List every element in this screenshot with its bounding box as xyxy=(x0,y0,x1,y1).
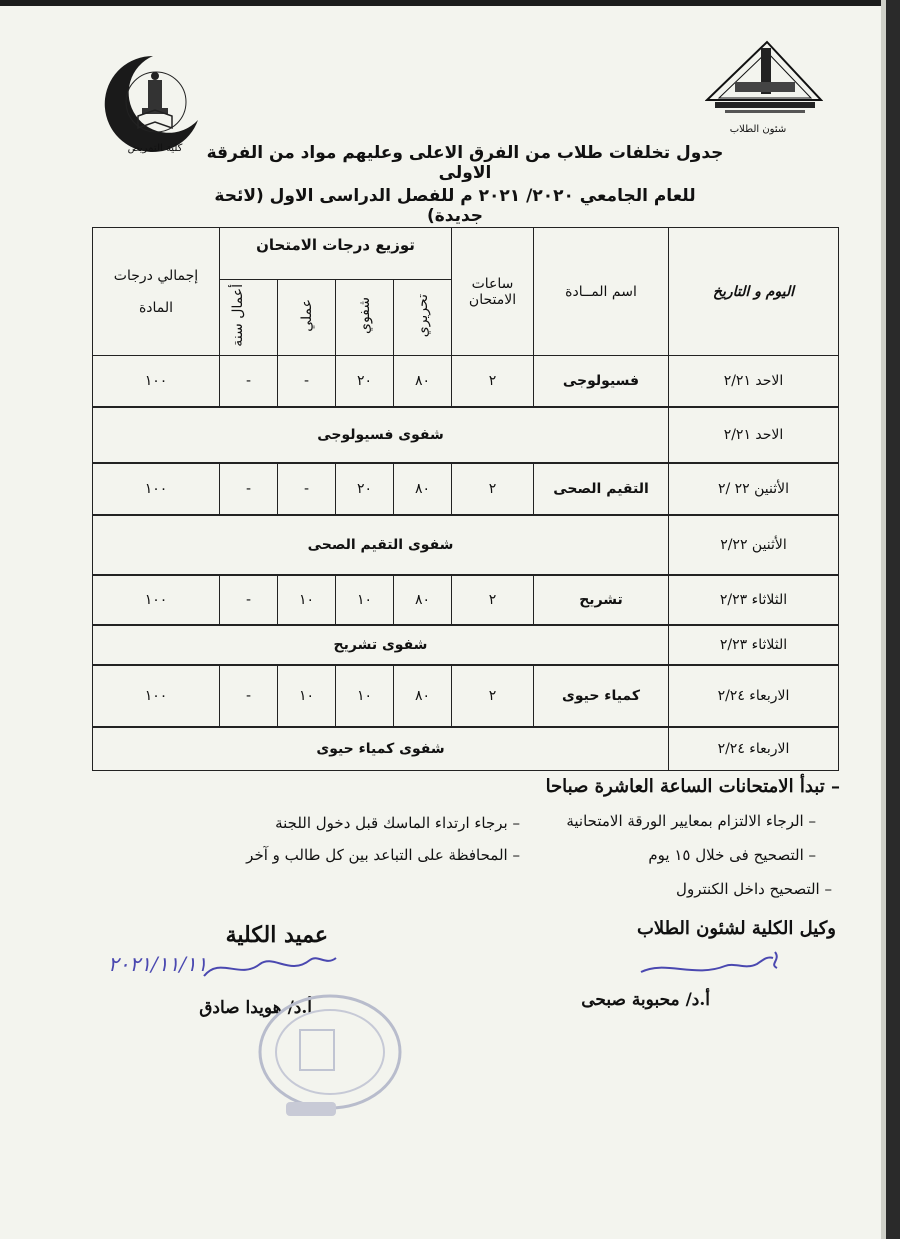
row-oral-exam: شفوى فسيولوجى xyxy=(93,408,669,463)
table-row-oral xyxy=(92,727,839,771)
row-year-work: - xyxy=(220,464,278,515)
header-practical: عملي xyxy=(278,280,336,356)
header-year-work: أعمال سنة xyxy=(220,280,278,356)
benha-university-logo xyxy=(705,38,823,118)
note-distancing: – المحافظة على التباعد بين كل طالب و آخر xyxy=(246,846,520,864)
row-day: الثلاثاء ٢/٢٣ xyxy=(669,626,839,665)
row-year-work: - xyxy=(220,576,278,625)
row-hours: ٢ xyxy=(452,576,534,625)
scan-top-edge xyxy=(0,0,900,6)
row-oral: ٢٠ xyxy=(336,356,394,407)
row-year-work: - xyxy=(220,666,278,727)
table-row-oral xyxy=(92,625,839,665)
table-row xyxy=(92,355,839,407)
table-row xyxy=(92,575,839,625)
header-grade-distribution: توزيع درجات الامتحان xyxy=(220,228,452,280)
row-hours: ٢ xyxy=(452,464,534,515)
table-row-oral xyxy=(92,407,839,463)
dean-signature xyxy=(200,950,340,984)
dean-title: عميد الكلية xyxy=(225,922,328,948)
row-hours: ٢ xyxy=(452,666,534,727)
row-oral-exam: شفوى التقيم الصحى xyxy=(93,516,669,575)
row-day: الأثنين ٢/٢٢ xyxy=(669,516,839,575)
row-oral-exam: شفوى تشريح xyxy=(93,626,669,665)
row-written: ٨٠ xyxy=(394,666,452,727)
table-row xyxy=(92,463,839,515)
dean-name: أ.د/ هويدا صادق xyxy=(199,998,312,1018)
header-subject-name: اسم المــادة xyxy=(534,228,669,356)
note-correction-time: – التصحيح فى خلال ١٥ يوم xyxy=(648,846,816,864)
note-mask: – برجاء ارتداء الماسك قبل دخول اللجنة xyxy=(275,814,520,832)
row-oral: ٢٠ xyxy=(336,464,394,515)
row-total: ١٠٠ xyxy=(93,356,220,407)
row-day: الأثنين ٢٢ /٢ xyxy=(669,464,839,515)
row-written: ٨٠ xyxy=(394,356,452,407)
row-day: الاربعاء ٢/٢٤ xyxy=(669,728,839,771)
row-oral: ١٠ xyxy=(336,666,394,727)
handwritten-date: ٢٠٢١/١١/١١ xyxy=(108,952,208,976)
row-year-work: - xyxy=(220,356,278,407)
vice-dean-name: أ.د/ محبوبة صبحى xyxy=(581,990,710,1010)
vice-dean-title: وكيل الكلية لشئون الطلاب xyxy=(636,918,836,939)
row-day: الثلاثاء ٢/٢٣ xyxy=(669,576,839,625)
row-oral-exam: شفوى كمياء حيوى xyxy=(93,728,669,771)
row-practical: - xyxy=(278,356,336,407)
header-written: تحريري xyxy=(394,280,452,356)
vice-dean-signature xyxy=(635,950,785,982)
document-subtitle: للعام الجامعي ٢٠٢٠/ ٢٠٢١ م للفصل الدراسى الاول (لائحة جديدة) xyxy=(214,186,696,226)
header-oral: شفوي xyxy=(336,280,394,356)
row-day: الاربعاء ٢/٢٤ xyxy=(669,666,839,727)
faculty-stamp xyxy=(240,990,420,1120)
header-exam-hours: ساعات الامتحان xyxy=(452,228,534,356)
row-total: ١٠٠ xyxy=(93,666,220,727)
row-subject: التقيم الصحى xyxy=(534,464,669,515)
note-correction-place: – التصحيح داخل الكنترول xyxy=(676,880,832,898)
row-subject: تشريح xyxy=(534,576,669,625)
header-day-date: اليوم و التاريخ xyxy=(669,228,839,356)
row-written: ٨٠ xyxy=(394,576,452,625)
row-practical: ١٠ xyxy=(278,666,336,727)
row-hours: ٢ xyxy=(452,356,534,407)
table-row-oral xyxy=(92,515,839,575)
row-total: ١٠٠ xyxy=(93,576,220,625)
row-subject: فسيولوجى xyxy=(534,356,669,407)
header-total-grades: إجمالي درجات المادة xyxy=(93,228,220,356)
note-exam-paper: – الرجاء الالتزام بمعايير الورقة الامتحانية xyxy=(566,812,816,830)
scan-right-edge xyxy=(886,0,900,1239)
row-written: ٨٠ xyxy=(394,464,452,515)
right-logo-caption: شئون الطلاب xyxy=(729,124,787,135)
document-title: جدول تخلفات طلاب من الفرق الاعلى وعليهم مواد من الفرقة الاولى xyxy=(206,143,724,183)
row-practical: - xyxy=(278,464,336,515)
row-day: الاحد ٢/٢١ xyxy=(669,356,839,407)
row-practical: ١٠ xyxy=(278,576,336,625)
row-total: ١٠٠ xyxy=(93,464,220,515)
row-oral: ١٠ xyxy=(336,576,394,625)
left-logo-caption: كلية التمريض xyxy=(127,143,183,154)
row-subject: كمياء حيوى xyxy=(534,666,669,727)
table-row xyxy=(92,665,839,727)
table-header xyxy=(92,227,839,356)
note-exam-start: – تبدأ الامتحانات الساعة العاشرة صباحا xyxy=(545,776,840,797)
row-day: الاحد ٢/٢١ xyxy=(669,408,839,463)
